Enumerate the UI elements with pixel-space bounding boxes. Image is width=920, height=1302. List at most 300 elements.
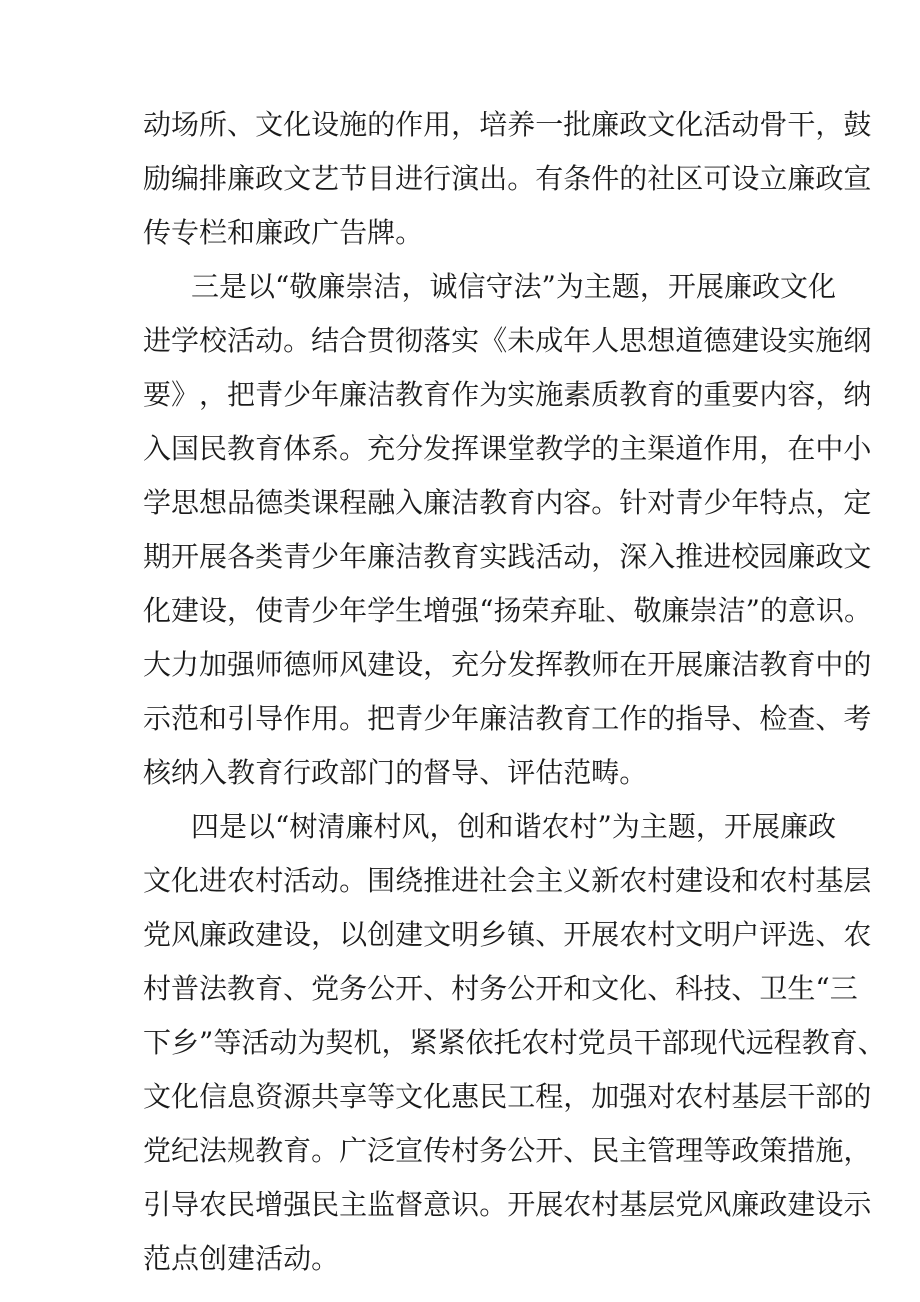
- text-char: 生: [787, 972, 816, 1005]
- text-char: 化: [619, 972, 648, 1005]
- text-char: 廉: [423, 486, 452, 519]
- text-line: [143, 1232, 783, 1286]
- text-char: 开: [563, 918, 592, 951]
- text-char: 把: [227, 378, 256, 411]
- text-char: 惠: [451, 1080, 480, 1113]
- text-char: 。: [311, 1242, 340, 1275]
- text-line: [143, 908, 872, 962]
- text-char: 依: [465, 1026, 494, 1059]
- text-char: 义: [563, 864, 592, 897]
- text-char: 诚: [429, 270, 458, 303]
- text-char: 题: [667, 810, 696, 843]
- text-char: 洁: [373, 270, 402, 303]
- text-char: 道: [675, 324, 704, 357]
- text-char: 强: [451, 594, 480, 627]
- text-char: 纪: [171, 1134, 200, 1167]
- text-char: 廉: [723, 270, 752, 303]
- text-char: “: [275, 270, 290, 303]
- text-char: 源: [283, 1080, 312, 1113]
- text-line: [143, 1070, 872, 1124]
- text-char: 的: [395, 756, 424, 789]
- text-char: 发: [507, 648, 536, 681]
- text-char: 信: [457, 270, 486, 303]
- text-char: 部: [339, 756, 368, 789]
- text-char: 的: [367, 108, 396, 141]
- text-char: 村: [569, 810, 598, 843]
- text-char: 核: [143, 756, 172, 789]
- text-line: [143, 746, 783, 800]
- text-char: 年: [339, 540, 368, 573]
- text-char: 范: [563, 756, 592, 789]
- text-char: 条: [563, 162, 592, 195]
- text-char: 为: [479, 378, 508, 411]
- text-char: 查: [787, 702, 816, 735]
- text-char: 扬: [493, 594, 522, 627]
- text-char: 农: [521, 1026, 550, 1059]
- text-char: 教: [479, 486, 508, 519]
- text-char: 活: [227, 324, 256, 357]
- text-char: ，: [563, 1080, 592, 1113]
- text-char: ”: [597, 810, 612, 843]
- text-char: 教: [227, 972, 256, 1005]
- text-char: 廉: [227, 162, 256, 195]
- text-char: 法: [199, 972, 228, 1005]
- text-char: 主: [619, 432, 648, 465]
- text-char: 作: [395, 108, 424, 141]
- text-char: 所: [199, 108, 228, 141]
- text-char: 励: [143, 162, 172, 195]
- text-char: 育: [647, 378, 676, 411]
- text-char: 课: [311, 486, 340, 519]
- text-line: [143, 1124, 872, 1178]
- text-char: 建: [227, 1242, 256, 1275]
- text-char: 宣: [395, 1134, 424, 1167]
- text-char: 层: [759, 1080, 788, 1113]
- text-char: 紧: [409, 1026, 438, 1059]
- text-char: “: [815, 972, 830, 1005]
- text-char: 以: [339, 918, 368, 951]
- text-char: 展: [751, 810, 780, 843]
- text-char: 少: [703, 486, 732, 519]
- text-char: 青: [395, 702, 424, 735]
- text-char: ，: [759, 432, 788, 465]
- text-char: ，: [695, 810, 724, 843]
- text-char: 活: [255, 1242, 284, 1275]
- text-char: 农: [619, 918, 648, 951]
- text-char: 技: [703, 972, 732, 1005]
- text-char: 德: [283, 648, 312, 681]
- text-char: 开: [723, 810, 752, 843]
- text-char: 活: [535, 540, 564, 573]
- text-char: 社: [647, 162, 676, 195]
- text-char: 定: [843, 486, 872, 519]
- text-char: 洁: [395, 540, 424, 573]
- text-char: 风: [703, 1188, 732, 1221]
- text-char: 传: [423, 1134, 452, 1167]
- text-char: ，: [429, 810, 458, 843]
- text-char: 廉: [591, 108, 620, 141]
- text-char: 容: [787, 378, 816, 411]
- text-char: 村: [549, 1026, 578, 1059]
- text-char: 在: [619, 648, 648, 681]
- text-char: 建: [731, 324, 760, 357]
- text-char: 化: [807, 270, 836, 303]
- text-char: 的: [619, 162, 648, 195]
- text-char: 、: [731, 702, 760, 735]
- text-char: 托: [493, 1026, 522, 1059]
- text-char: 设: [703, 864, 732, 897]
- text-char: 出: [479, 162, 508, 195]
- text-char: 工: [591, 702, 620, 735]
- text-char: 校: [199, 324, 228, 357]
- text-char: ，: [401, 270, 430, 303]
- text-char: 享: [339, 1080, 368, 1113]
- text-char: 意: [788, 594, 817, 627]
- text-char: 学: [367, 594, 396, 627]
- text-char: 栏: [199, 216, 228, 249]
- text-char: 乡: [171, 1026, 200, 1059]
- text-char: 荣: [521, 594, 550, 627]
- text-char: 教: [227, 432, 256, 465]
- text-char: 策: [759, 1134, 788, 1167]
- text-char: 村: [647, 918, 676, 951]
- text-char: 洁: [507, 702, 536, 735]
- text-char: 下: [143, 1026, 172, 1059]
- text-line: [143, 476, 872, 530]
- text-char: 素: [563, 378, 592, 411]
- text-char: 开: [667, 270, 696, 303]
- text-char: 实: [787, 324, 816, 357]
- text-char: 、: [857, 1026, 886, 1059]
- text-char: 、: [563, 1134, 592, 1167]
- text-char: 政: [807, 810, 836, 843]
- text-char: 结: [311, 324, 340, 357]
- text-char: ，: [423, 648, 452, 681]
- text-char: 期: [143, 540, 172, 573]
- text-char: 强: [227, 648, 256, 681]
- text-char: 进: [395, 162, 424, 195]
- text-char: 。: [339, 702, 368, 735]
- text-char: 点: [171, 1242, 200, 1275]
- text-char: 体: [283, 432, 312, 465]
- text-char: ，: [843, 1134, 872, 1167]
- text-char: 建: [787, 1188, 816, 1221]
- text-char: 施: [535, 378, 564, 411]
- text-char: 公: [507, 1134, 536, 1167]
- text-char: 为: [555, 270, 584, 303]
- text-char: 干: [787, 1080, 816, 1113]
- text-char: 》: [171, 378, 200, 411]
- text-char: 廉: [339, 378, 368, 411]
- text-char: 程: [535, 1080, 564, 1113]
- text-char: 是: [219, 810, 248, 843]
- text-char: 开: [507, 1188, 536, 1221]
- text-char: 、: [815, 918, 844, 951]
- text-char: 、: [479, 756, 508, 789]
- text-char: 育: [507, 486, 536, 519]
- text-char: 、: [815, 702, 844, 735]
- body-text: [143, 98, 886, 1286]
- text-char: 务: [479, 972, 508, 1005]
- text-char: 年: [339, 594, 368, 627]
- text-char: 化: [283, 108, 312, 141]
- text-char: 洁: [731, 648, 760, 681]
- text-char: “: [275, 810, 290, 843]
- text-char: 和: [563, 972, 592, 1005]
- text-char: 要: [731, 378, 760, 411]
- text-char: 和: [227, 216, 256, 249]
- text-char: 强: [283, 1188, 312, 1221]
- text-char: 、: [423, 972, 452, 1005]
- text-char: 对: [647, 1080, 676, 1113]
- text-char: 敬: [633, 594, 662, 627]
- text-char: 科: [675, 972, 704, 1005]
- text-char: ，: [815, 378, 844, 411]
- text-char: 题: [611, 270, 640, 303]
- text-char: 一: [535, 108, 564, 141]
- text-char: 纲: [843, 324, 872, 357]
- text-char: 农: [675, 1080, 704, 1113]
- text-char: 点: [787, 486, 816, 519]
- text-char: 动: [731, 108, 760, 141]
- text-char: 教: [563, 648, 592, 681]
- text-char: 目: [367, 162, 396, 195]
- text-char: 谐: [513, 810, 542, 843]
- text-char: 少: [311, 594, 340, 627]
- text-char: 年: [451, 702, 480, 735]
- text-char: 进: [703, 540, 732, 573]
- text-char: 民: [199, 432, 228, 465]
- text-char: 民: [479, 1080, 508, 1113]
- text-char: 育: [255, 756, 284, 789]
- text-char: 指: [675, 702, 704, 735]
- text-char: 。: [311, 1134, 340, 1167]
- text-char: 的: [843, 648, 872, 681]
- text-char: 以: [247, 270, 276, 303]
- text-char: 施: [339, 108, 368, 141]
- text-line: [143, 1016, 886, 1070]
- text-char: 务: [479, 1134, 508, 1167]
- text-char: 广: [339, 1134, 368, 1167]
- text-char: 鼓: [843, 108, 872, 141]
- text-char: 干: [633, 1026, 662, 1059]
- text-char: 把: [367, 702, 396, 735]
- text-char: 活: [241, 1026, 270, 1059]
- text-char: 卫: [759, 972, 788, 1005]
- text-char: 文: [255, 108, 284, 141]
- text-char: 基: [619, 1188, 648, 1221]
- text-char: 洁: [451, 486, 480, 519]
- text-char: 力: [171, 648, 200, 681]
- text-char: 要: [143, 378, 172, 411]
- text-char: 动: [311, 864, 340, 897]
- text-char: 挥: [535, 648, 564, 681]
- text-char: 展: [199, 540, 228, 573]
- text-char: 村: [451, 972, 480, 1005]
- text-char: 用: [423, 108, 452, 141]
- text-char: 施: [815, 1134, 844, 1167]
- text-char: 进: [143, 324, 172, 357]
- text-char: 育: [423, 378, 452, 411]
- text-char: 。: [479, 1188, 508, 1221]
- text-char: 化: [423, 1080, 452, 1113]
- text-char: 未: [507, 324, 536, 357]
- text-char: 践: [507, 540, 536, 573]
- text-char: 示: [143, 702, 172, 735]
- text-char: 学: [143, 486, 172, 519]
- text-char: 校: [731, 540, 760, 573]
- text-char: 主: [535, 864, 564, 897]
- text-char: 主: [583, 270, 612, 303]
- text-char: 廉: [779, 810, 808, 843]
- text-char: 教: [395, 378, 424, 411]
- text-char: 措: [787, 1134, 816, 1167]
- text-char: 行: [283, 756, 312, 789]
- text-line: [143, 530, 872, 584]
- text-char: 层: [647, 1188, 676, 1221]
- text-char: 合: [339, 324, 368, 357]
- text-char: 党: [143, 1134, 172, 1167]
- text-char: 村: [591, 1188, 620, 1221]
- text-char: 廉: [703, 648, 732, 681]
- text-char: 渠: [647, 432, 676, 465]
- text-char: 类: [283, 486, 312, 519]
- text-char: 农: [759, 864, 788, 897]
- text-char: 民: [311, 1188, 340, 1221]
- text-char: 师: [311, 648, 340, 681]
- text-char: 思: [171, 486, 200, 519]
- text-char: 系: [311, 432, 340, 465]
- text-char: 演: [451, 162, 480, 195]
- text-char: 设: [815, 1188, 844, 1221]
- text-char: 程: [339, 486, 368, 519]
- text-char: 廉: [345, 810, 374, 843]
- text-char: 编: [171, 162, 200, 195]
- text-char: 国: [171, 432, 200, 465]
- text-char: 导: [255, 702, 284, 735]
- text-char: 教: [619, 378, 648, 411]
- text-char: 远: [745, 1026, 774, 1059]
- text-char: “: [479, 594, 494, 627]
- text-char: 、: [227, 108, 256, 141]
- text-char: 立: [759, 162, 788, 195]
- text-char: 入: [143, 432, 172, 465]
- text-char: 排: [199, 162, 228, 195]
- text-char: ，: [815, 108, 844, 141]
- text-char: 文: [843, 540, 872, 573]
- text-char: 设: [199, 594, 228, 627]
- text-char: 的: [675, 378, 704, 411]
- text-char: ，: [227, 594, 256, 627]
- text-char: 风: [171, 918, 200, 951]
- text-char: 崇: [345, 270, 374, 303]
- text-char: 件: [591, 162, 620, 195]
- text-char: 弃: [549, 594, 578, 627]
- text-char: 检: [759, 702, 788, 735]
- text-char: 层: [843, 864, 872, 897]
- text-char: 用: [311, 702, 340, 735]
- text-char: 开: [647, 648, 676, 681]
- text-char: 文: [423, 918, 452, 951]
- text-char: 增: [423, 594, 452, 627]
- text-char: 政: [751, 270, 780, 303]
- text-char: 崇: [689, 594, 718, 627]
- text-char: 代: [717, 1026, 746, 1059]
- text-char: 对: [647, 486, 676, 519]
- text-char: 年: [563, 324, 592, 357]
- text-char: 学: [171, 324, 200, 357]
- text-char: 动: [563, 540, 592, 573]
- text-char: 和: [199, 702, 228, 735]
- text-char: 等: [367, 1080, 396, 1113]
- text-char: 化: [171, 1080, 200, 1113]
- text-char: 机: [353, 1026, 382, 1059]
- text-char: 落: [423, 324, 452, 357]
- text-char: 廉: [199, 918, 228, 951]
- text-char: 评: [759, 918, 788, 951]
- text-char: 创: [457, 810, 486, 843]
- text-char: 成: [535, 324, 564, 357]
- text-line: [143, 98, 872, 152]
- text-char: 有: [535, 162, 564, 195]
- text-char: 农: [563, 1188, 592, 1221]
- text-char: 管: [647, 1134, 676, 1167]
- text-char: 农: [619, 864, 648, 897]
- text-char: 。: [283, 324, 312, 357]
- text-char: 政: [815, 162, 844, 195]
- text-char: 育: [283, 1134, 312, 1167]
- text-char: 文: [143, 864, 172, 897]
- text-char: 动: [143, 108, 172, 141]
- text-char: 、: [731, 972, 760, 1005]
- text-char: 青: [255, 378, 284, 411]
- text-char: 现: [689, 1026, 718, 1059]
- text-char: 展: [695, 270, 724, 303]
- text-char: 法: [199, 1134, 228, 1167]
- text-char: 和: [731, 864, 760, 897]
- text-char: 入: [199, 756, 228, 789]
- text-char: 、: [283, 972, 312, 1005]
- text-char: 青: [675, 486, 704, 519]
- text-char: 加: [199, 648, 228, 681]
- text-char: 养: [507, 108, 536, 141]
- text-char: 社: [479, 864, 508, 897]
- text-char: 教: [535, 432, 564, 465]
- text-char: 课: [479, 432, 508, 465]
- text-char: 开: [395, 972, 424, 1005]
- text-char: 融: [367, 486, 396, 519]
- text-char: 分: [395, 432, 424, 465]
- text-char: 廉: [787, 540, 816, 573]
- text-char: 程: [773, 1026, 802, 1059]
- text-char: 展: [591, 918, 620, 951]
- text-char: 农: [227, 864, 256, 897]
- text-line: [143, 854, 872, 908]
- text-char: 纳: [171, 756, 200, 789]
- text-char: 活: [283, 864, 312, 897]
- text-char: 开: [535, 972, 564, 1005]
- text-line: [143, 206, 783, 260]
- text-char: 堂: [507, 432, 536, 465]
- text-line: [143, 422, 872, 476]
- text-char: 教: [227, 756, 256, 789]
- text-line: [143, 260, 836, 314]
- text-char: 青: [283, 594, 312, 627]
- text-char: 农: [843, 918, 872, 951]
- text-char: 三: [191, 270, 220, 303]
- text-char: 范: [171, 702, 200, 735]
- text-char: 户: [731, 918, 760, 951]
